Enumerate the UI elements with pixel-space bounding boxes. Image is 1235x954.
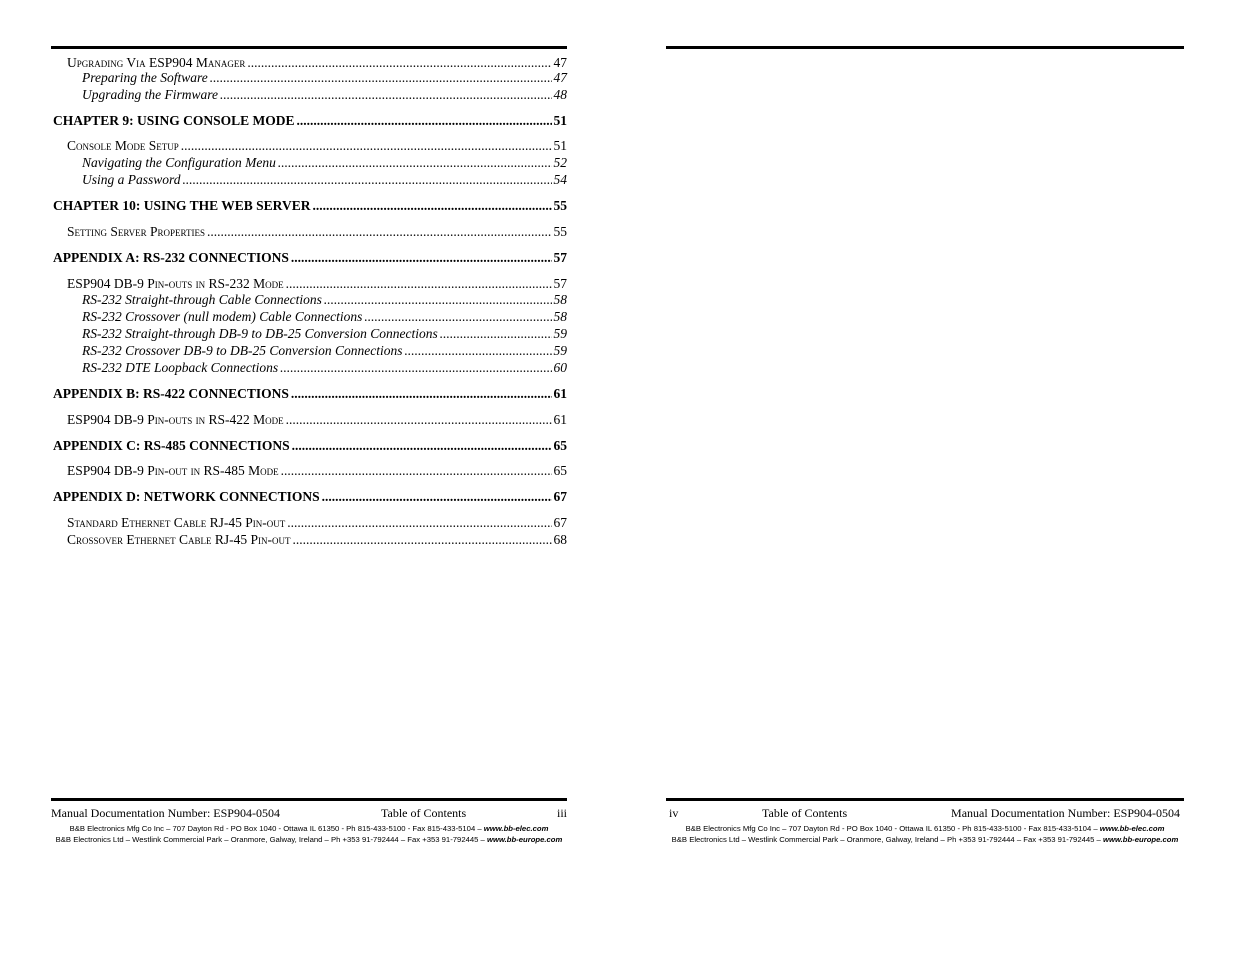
address-line-1: B&B Electronics Mfg Co Inc – 707 Dayton Rd - PO Box 1040 - Ottawa IL 61350 - Ph 815-433-5100 - Fax 815-433-5104 – www.bb-elec.com bbox=[685, 824, 1165, 833]
toc-entry-label: APPENDIX D: NETWORK CONNECTIONS bbox=[53, 489, 320, 504]
toc-entry-label: Preparing the Software bbox=[82, 70, 208, 85]
toc-entry-label: APPENDIX A: RS-232 CONNECTIONS bbox=[53, 250, 289, 265]
dot-leader bbox=[297, 113, 552, 129]
toc-entry-label: Setting Server Properties bbox=[67, 224, 206, 239]
toc-page-number: 68 bbox=[553, 532, 567, 547]
toc-entry-label: CHAPTER 9: USING CONSOLE MODE bbox=[53, 113, 295, 128]
dot-leader bbox=[322, 489, 552, 505]
toc-entry-label: RS-232 Straight-through Cable Connections bbox=[82, 292, 322, 307]
dot-leader bbox=[220, 87, 552, 103]
footer-rule bbox=[51, 798, 567, 801]
toc-entry-label: RS-232 Crossover (null modem) Cable Connections bbox=[82, 309, 363, 324]
dot-leader bbox=[247, 55, 551, 71]
toc-page-number: 55 bbox=[553, 224, 567, 239]
toc-page-number: 61 bbox=[553, 412, 567, 427]
toc-page-number: 59 bbox=[553, 326, 567, 341]
toc-entry-label: RS-232 DTE Loopback Connections bbox=[82, 360, 279, 375]
website-link[interactable]: www.bb-elec.com bbox=[483, 824, 549, 833]
dot-leader bbox=[183, 172, 552, 188]
toc-entry[interactable] bbox=[51, 463, 567, 479]
toc-page-number: 47 bbox=[553, 70, 567, 85]
doc-number: Manual Documentation Number: ESP904-0504 bbox=[951, 806, 1180, 820]
toc-entry[interactable] bbox=[51, 386, 567, 402]
toc-entry-label: RS-232 Crossover DB-9 to DB-25 Conversion Connections bbox=[82, 343, 403, 358]
toc-entry[interactable] bbox=[51, 87, 567, 103]
top-rule bbox=[51, 46, 567, 49]
toc-entry[interactable] bbox=[51, 55, 567, 71]
toc-page-number: 54 bbox=[553, 172, 567, 187]
toc-page-number: 58 bbox=[553, 309, 567, 324]
toc-page-number: 57 bbox=[553, 250, 567, 265]
address-line-2: B&B Electronics Ltd – Westlink Commercial Park – Oranmore, Galway, Ireland – Ph +353 91-792444 – Fax +353 91-792445 – www.bb-europe.com bbox=[55, 835, 563, 844]
toc-page-number: 51 bbox=[553, 113, 567, 128]
dot-leader bbox=[291, 386, 552, 402]
toc-entry[interactable] bbox=[51, 172, 567, 188]
toc-entry[interactable] bbox=[51, 224, 567, 240]
toc-page-number: 52 bbox=[553, 155, 567, 170]
toc-entry[interactable] bbox=[51, 292, 567, 308]
toc-entry-label: CHAPTER 10: USING THE WEB SERVER bbox=[53, 198, 311, 213]
dot-leader bbox=[286, 412, 552, 428]
footer-rule bbox=[666, 798, 1184, 801]
dot-leader bbox=[281, 463, 552, 479]
toc-entry-label: APPENDIX C: RS-485 CONNECTIONS bbox=[53, 438, 290, 453]
toc-page-number: 59 bbox=[553, 343, 567, 358]
toc-entry-label: Crossover Ethernet Cable RJ-45 Pin-out bbox=[67, 532, 291, 547]
page-number: iii bbox=[556, 806, 567, 820]
top-rule bbox=[666, 46, 1184, 49]
toc-entry[interactable] bbox=[51, 360, 567, 376]
website-link[interactable]: www.bb-europe.com bbox=[486, 835, 563, 844]
dot-leader bbox=[286, 276, 552, 292]
toc-entry[interactable] bbox=[51, 276, 567, 292]
toc-entry[interactable] bbox=[51, 532, 567, 548]
dot-leader bbox=[293, 532, 552, 548]
toc-page-number: 65 bbox=[553, 463, 567, 478]
dot-leader bbox=[440, 326, 552, 342]
toc-entry[interactable] bbox=[51, 250, 567, 266]
dot-leader bbox=[210, 70, 552, 86]
toc-page-number: 61 bbox=[553, 386, 567, 401]
dot-leader bbox=[278, 155, 552, 171]
dot-leader bbox=[404, 343, 551, 359]
page-number: iv bbox=[669, 806, 679, 820]
toc-page-number: 67 bbox=[553, 515, 567, 530]
right-page bbox=[666, 0, 1184, 954]
toc-page-number: 65 bbox=[553, 438, 567, 453]
toc-entry[interactable] bbox=[51, 138, 567, 154]
footer-section: Table of Contents bbox=[381, 806, 467, 820]
toc-entry-label: Console Mode Setup bbox=[67, 138, 179, 153]
dot-leader bbox=[292, 438, 552, 454]
dot-leader bbox=[364, 309, 551, 325]
toc-entry[interactable] bbox=[51, 438, 567, 454]
toc-entry[interactable] bbox=[51, 155, 567, 171]
toc-page-number: 67 bbox=[553, 489, 567, 504]
toc-entry-label: RS-232 Straight-through DB-9 to DB-25 Conversion Connections bbox=[82, 326, 438, 341]
right-footer bbox=[666, 806, 1184, 822]
website-link[interactable]: www.bb-europe.com bbox=[1102, 835, 1179, 844]
toc-entry-label: Upgrading Via ESP904 Manager bbox=[67, 55, 246, 70]
toc-entry-label: ESP904 DB-9 Pin-out in RS-485 Mode bbox=[67, 463, 279, 478]
toc-page-number: 48 bbox=[553, 87, 567, 102]
dot-leader bbox=[181, 138, 552, 154]
dot-leader bbox=[287, 515, 551, 531]
footer-section: Table of Contents bbox=[762, 806, 848, 820]
toc-entry[interactable] bbox=[51, 343, 567, 359]
toc-page-number: 47 bbox=[553, 55, 567, 70]
dot-leader bbox=[207, 224, 551, 240]
left-page bbox=[51, 0, 567, 954]
toc-entry[interactable] bbox=[51, 412, 567, 428]
toc-entry-label: Navigating the Configuration Menu bbox=[82, 155, 276, 170]
left-footer bbox=[51, 806, 567, 822]
toc-entry-label: Standard Ethernet Cable RJ-45 Pin-out bbox=[67, 515, 286, 530]
toc-entry-label: APPENDIX B: RS-422 CONNECTIONS bbox=[53, 386, 289, 401]
toc-page-number: 57 bbox=[553, 276, 567, 291]
toc-page-number: 55 bbox=[553, 198, 567, 213]
doc-number: Manual Documentation Number: ESP904-0504 bbox=[51, 806, 280, 820]
toc-entry[interactable] bbox=[51, 489, 567, 505]
dot-leader bbox=[291, 250, 552, 266]
toc-entry[interactable] bbox=[51, 309, 567, 325]
toc-entry-label: Using a Password bbox=[82, 172, 181, 187]
toc-entry-label: ESP904 DB-9 Pin-outs in RS-232 Mode bbox=[67, 276, 284, 291]
toc-entry[interactable] bbox=[51, 198, 567, 214]
toc-entry[interactable] bbox=[51, 113, 567, 129]
dot-leader bbox=[324, 292, 552, 308]
website-link[interactable]: www.bb-elec.com bbox=[1099, 824, 1165, 833]
toc-entry-label: Upgrading the Firmware bbox=[82, 87, 218, 102]
toc-entry[interactable] bbox=[51, 515, 567, 531]
address-line-2: B&B Electronics Ltd – Westlink Commercial Park – Oranmore, Galway, Ireland – Ph +353 91-792444 – Fax +353 91-792445 – www.bb-europe.com bbox=[671, 835, 1179, 844]
dot-leader bbox=[312, 198, 551, 214]
toc-page-number: 58 bbox=[553, 292, 567, 307]
toc-entry[interactable] bbox=[51, 326, 567, 342]
toc-page-number: 51 bbox=[553, 138, 567, 153]
toc-page-number: 60 bbox=[553, 360, 567, 375]
toc-entry-label: ESP904 DB-9 Pin-outs in RS-422 Mode bbox=[67, 412, 284, 427]
dot-leader bbox=[280, 360, 551, 376]
address-line-1: B&B Electronics Mfg Co Inc – 707 Dayton Rd - PO Box 1040 - Ottawa IL 61350 - Ph 815-433-5100 - Fax 815-433-5104 – www.bb-elec.com bbox=[69, 824, 549, 833]
toc-entry[interactable] bbox=[51, 70, 567, 86]
